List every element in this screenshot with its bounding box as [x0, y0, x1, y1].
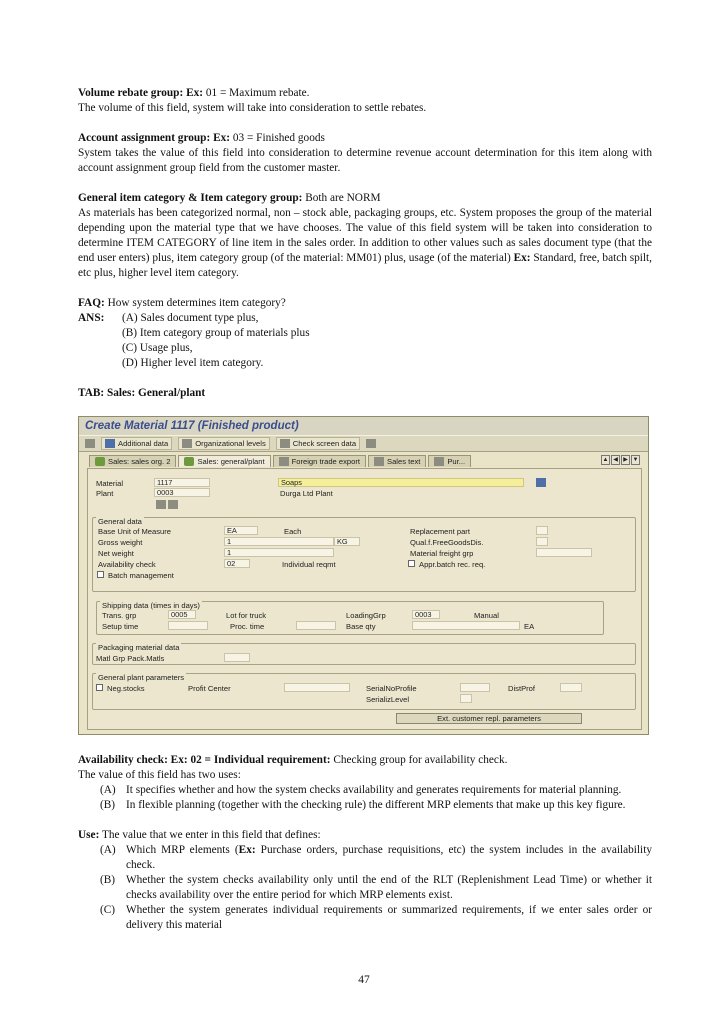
answer-item: (D) Higher level item category.: [122, 357, 264, 369]
serial-level-label: SerializLevel: [366, 695, 410, 704]
availability-check-desc: The value of this field has two uses:: [78, 769, 241, 781]
volume-rebate-line: Volume rebate group: Ex: 01 = Maximum rebate.: [78, 87, 310, 99]
list-item: (C) Whether the system generates individual requirements or summarized requirements, if we enter sales order or delivery this material: [100, 904, 652, 931]
plant-parameters-group: General plant parameters: [92, 673, 636, 710]
left-icon[interactable]: [156, 500, 166, 509]
matl-grp-pack-label: Matl Grp Pack.Matls: [96, 654, 165, 663]
tab-check-icon: [184, 457, 194, 466]
faq-line: FAQ: How system determines item category?: [78, 297, 286, 309]
material-field[interactable]: 1117: [154, 478, 210, 487]
profit-center-label: Profit Center: [188, 684, 231, 693]
answer-item: (C) Usage plus,: [122, 342, 193, 354]
availability-check-field[interactable]: 02: [224, 559, 250, 568]
setup-time-field[interactable]: [168, 621, 208, 630]
base-qty-label: Base qty: [346, 622, 376, 631]
list-item: (B) In flexible planning (together with the checking rule) the different MRP elements that make up this key figure.: [100, 799, 626, 811]
setup-time-label: Setup time: [102, 622, 139, 631]
lot-for-truck-label: Lot for truck: [226, 611, 267, 620]
plant-field[interactable]: 0003: [154, 488, 210, 497]
page-content: [78, 86, 652, 933]
account-assignment-desc: System takes the value of this field into consideration to determine revenue account determination for this item along with account assignment group field from the customer master.: [78, 147, 652, 174]
serial-level-field[interactable]: [460, 694, 472, 703]
check-screen-data-button[interactable]: Check screen data: [276, 437, 360, 450]
qual-free-goods-label: Qual.f.FreeGoodsDis.: [410, 538, 484, 547]
answer-item: (A) Sales document type plus,: [122, 312, 259, 324]
ext-customer-repl-button[interactable]: Ext. customer repl. parameters: [396, 713, 582, 724]
tab-list-icon[interactable]: ▲: [602, 457, 609, 463]
proc-time-label: Proc. time: [230, 622, 265, 631]
tab-icon: [279, 457, 289, 466]
tab-sales-general-plant[interactable]: Sales: general/plant: [178, 455, 270, 467]
base-uom-label: Base Unit of Measure: [98, 527, 172, 536]
material-info-icon[interactable]: [536, 478, 546, 487]
gross-weight-label: Gross weight: [98, 538, 143, 547]
shipping-data-group: Shipping data (times in days): [96, 601, 604, 635]
batch-management-label: Batch management: [108, 571, 174, 580]
tab-heading: TAB: Sales: General/plant: [78, 387, 206, 399]
tab-prev-icon[interactable]: ◀: [611, 455, 620, 465]
loading-group-label: LoadingGrp: [346, 611, 386, 620]
answer-item: (B) Item category group of materials plus: [122, 327, 310, 339]
volume-rebate-desc: The volume of this field, system will take into consideration to settle rebates.: [78, 102, 427, 114]
availability-check-heading: Availability check: Ex: 02 = Individual requirement: Checking group for availability check.: [78, 754, 508, 766]
material-label: Material: [96, 479, 124, 488]
tab-icon: [374, 457, 384, 466]
tab-icon: [434, 457, 444, 466]
packaging-data-group: Packaging material data: [92, 643, 636, 665]
manual-label: Manual: [474, 611, 499, 620]
net-weight-label: Net weight: [98, 549, 134, 558]
account-assignment-line: Account assignment group: Ex: 03 = Finished goods: [78, 132, 325, 144]
plant-description: Durga Ltd Plant: [280, 489, 333, 498]
tab-check-icon: [95, 457, 105, 466]
tab-next-icon[interactable]: ▶: [621, 455, 630, 465]
hierarchy-icon: [182, 439, 192, 448]
base-uom-text: Each: [284, 527, 302, 536]
material-description-field[interactable]: Soaps: [278, 478, 524, 487]
loading-group-field[interactable]: 0003: [412, 610, 440, 619]
list-item: (B) Whether the system checks availability only until the end of the RLT (Replenishment Lead Time) or whether it checks availability over the entire period for which MRP elements exist.: [100, 874, 652, 901]
additional-data-button[interactable]: Additional data: [101, 437, 172, 450]
base-qty-unit: EA: [524, 622, 535, 631]
qual-free-goods-field[interactable]: [536, 537, 548, 546]
neg-stocks-label: Neg.stocks: [107, 684, 145, 693]
trans-group-label: Trans. grp: [102, 611, 137, 620]
sap-window-title: Create Material 1117 (Finished product): [79, 417, 648, 435]
gross-weight-field[interactable]: 1: [224, 537, 334, 546]
use-heading: Use: The value that we enter in this field that defines:: [78, 829, 321, 841]
sap-tab-pane: [87, 468, 642, 730]
base-uom-field[interactable]: EA: [224, 526, 258, 535]
trans-group-field[interactable]: 0005: [168, 610, 196, 619]
general-data-group: General data: [92, 517, 636, 592]
tab-sales-text[interactable]: Sales text: [368, 455, 426, 467]
dist-prof-label: DistProf: [508, 684, 536, 693]
base-qty-field[interactable]: [412, 621, 520, 630]
replacement-part-field[interactable]: [536, 526, 548, 535]
availability-check-text: Individual reqmt: [282, 560, 336, 569]
tab-sales-org-2[interactable]: Sales: sales org. 2: [89, 455, 176, 467]
profit-center-field[interactable]: [284, 683, 350, 692]
item-category-line: General item category & Item category group: Both are NORM: [78, 192, 381, 204]
appr-batch-checkbox[interactable]: [408, 560, 415, 567]
weight-unit-field[interactable]: KG: [334, 537, 360, 546]
proc-time-field[interactable]: [296, 621, 336, 630]
tab-navigation: [601, 455, 640, 465]
net-weight-field[interactable]: 1: [224, 548, 334, 557]
page-number: 47: [358, 974, 370, 986]
freight-group-label: Material freight grp: [410, 549, 474, 558]
availability-check-label: Availability check: [98, 560, 156, 569]
appr-batch-label: Appr.batch rec. req.: [419, 560, 486, 569]
arrow-right-icon: [105, 439, 115, 448]
right-icon[interactable]: [168, 500, 178, 509]
list-item: (A) It specifies whether and how the system checks availability and generates requirements for material planning.: [100, 784, 622, 796]
dist-prof-field[interactable]: [560, 683, 582, 692]
back-icon[interactable]: [85, 439, 95, 448]
matl-grp-pack-field[interactable]: [224, 653, 250, 662]
tab-purchasing[interactable]: Pur...: [428, 455, 471, 467]
neg-stocks-checkbox[interactable]: [96, 684, 103, 691]
serial-profile-field[interactable]: [460, 683, 490, 692]
tab-foreign-trade[interactable]: Foreign trade export: [273, 455, 366, 467]
sap-tabstrip: [89, 455, 471, 467]
batch-management-checkbox[interactable]: [97, 571, 104, 578]
org-levels-button[interactable]: Organizational levels: [178, 437, 270, 450]
replacement-part-label: Replacement part: [410, 527, 470, 536]
faq-answer: ANS: (A) Sales document type plus, (B) Item category group of materials plus (C) Usage plus, (D) Higher level item category.: [78, 311, 652, 371]
serial-profile-label: SerialNoProfile: [366, 684, 417, 693]
plant-label: Plant: [96, 489, 114, 498]
freight-group-field[interactable]: [536, 548, 592, 557]
tab-menu-icon[interactable]: ▼: [632, 457, 639, 463]
check-icon: [280, 439, 290, 448]
item-category-desc: As materials has been categorized normal, non – stock able, packaging groups, etc. System proposes the group of the material depending upon the material type that we have chooses. The value of this field system will be taken into consideration to determine ITEM CATEGORY of line item in the sales order. In addition to other values such as sales document type (that the end user enters) plus, item category group (of the material: MM01) plus, usage (of the material) Ex: Standard, free, batch spilt, etc plus, higher level item category.: [78, 207, 652, 279]
list-item: (A) Which MRP elements (Ex: Purchase orders, purchase requisitions, etc) the system includes in the availability check.: [100, 844, 652, 871]
sap-screenshot: [78, 416, 649, 735]
print-icon[interactable]: [366, 439, 376, 448]
sap-toolbar: [79, 435, 648, 452]
